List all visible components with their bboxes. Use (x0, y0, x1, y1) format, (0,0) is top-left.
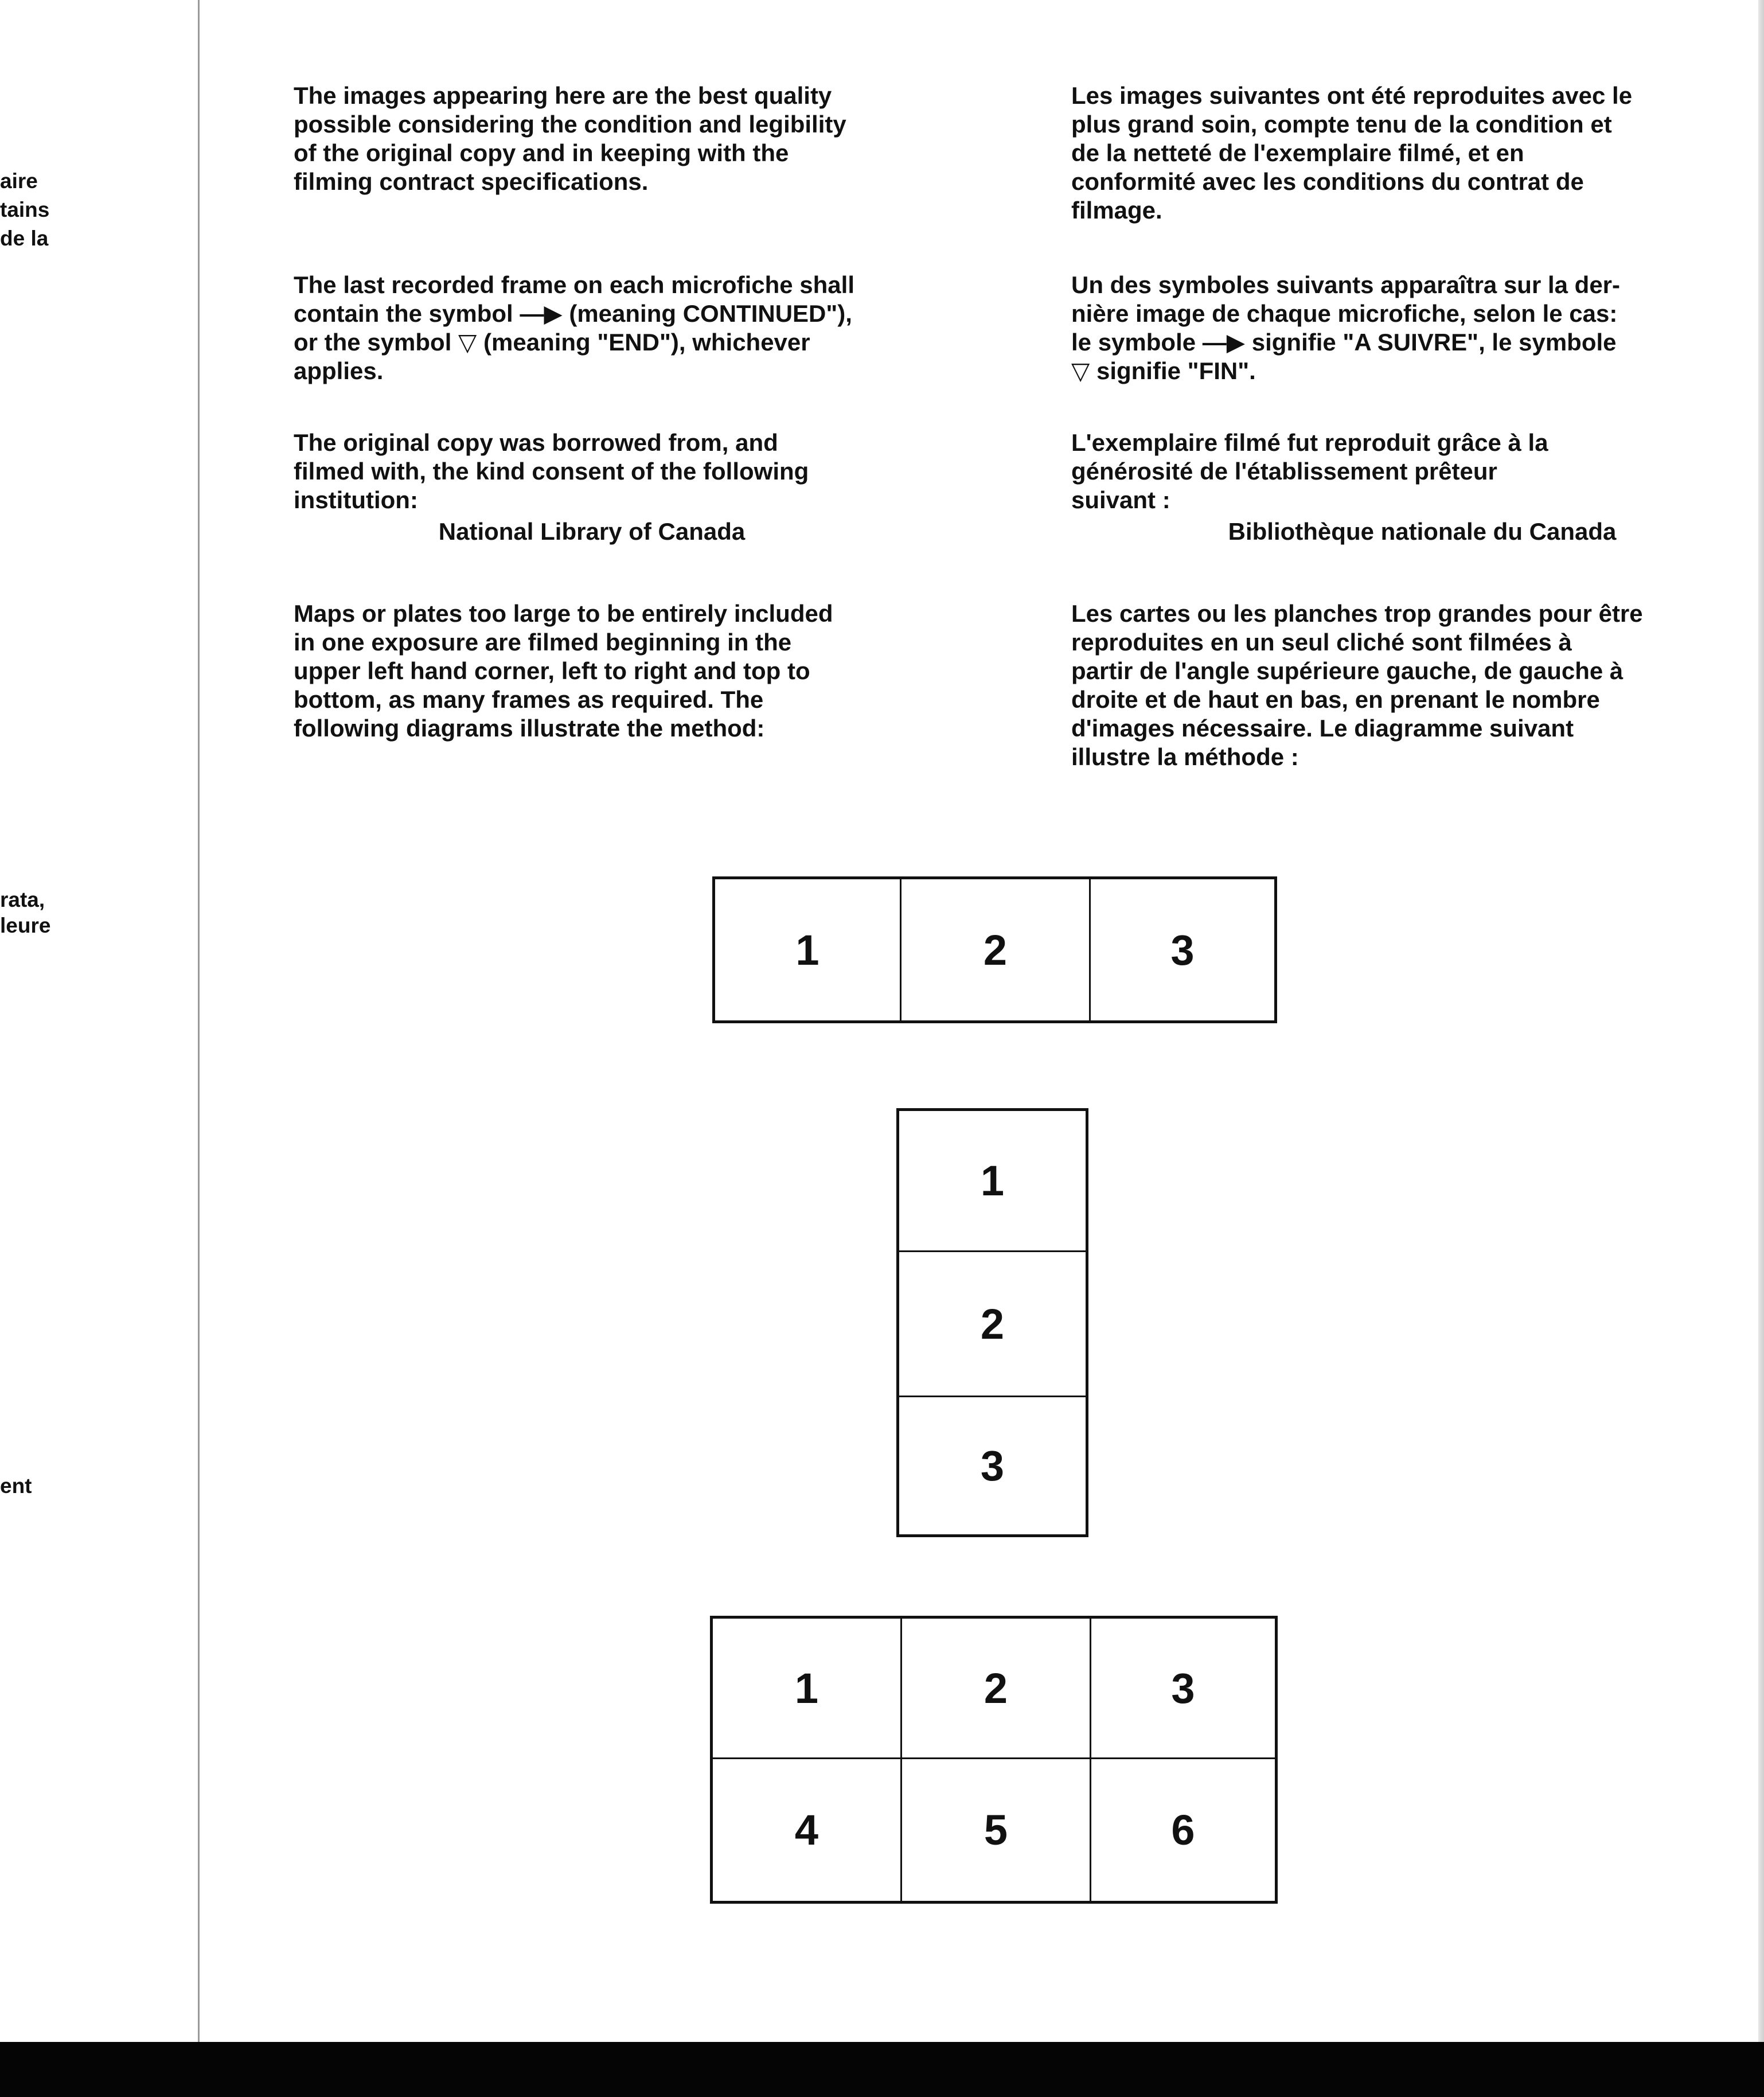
right-page-edge (1758, 0, 1764, 2042)
frame-cell: 3 (1170, 926, 1195, 974)
frame-cell: 6 (1171, 1806, 1195, 1854)
french-maps-paragraph: Les cartes ou les planches trop grandes pour être reproduites en un seul cliché sont filmées à partir de l'angle supérieure gauche, de gauche à droite et de haut en bas, en prenant le nombre d'images nécessaire. Le diagramme suivant illustre la méthode : (1071, 600, 1643, 770)
english-maps-paragraph: Maps or plates too large to be entirely included in one exposure are filmed beginning in the upper left hand corner, left to right and top to bottom, as many frames as required. The following diagrams illustrate the method: (294, 600, 833, 742)
french-symbol-paragraph: Un des symboles suivants apparaîtra sur la der- nière image de chaque microfiche, selon le cas: le symbole —▶ signifie "A SUIVRE", le symbole ▽ signifie "FIN". (1071, 271, 1621, 384)
french-source-paragraph: L'exemplaire filmé fut reproduit grâce à la générosité de l'établissement prêteur suivant : (1071, 429, 1548, 513)
english-source-paragraph: The original copy was borrowed from, and filmed with, the kind consent of the following institution: (294, 429, 809, 513)
horizontal-frame-diagram (712, 876, 1277, 1023)
english-quality-paragraph: The images appearing here are the best quality possible considering the condition and legibility of the original copy and in keeping with the filming contract specifications. (294, 82, 846, 195)
frame-cell: 2 (980, 1300, 1005, 1348)
vertical-frame-diagram (896, 1108, 1088, 1537)
french-institution: Bibliothèque nationale du Canada (1228, 518, 1617, 545)
left-fragment-5: leure (0, 914, 51, 937)
grid-frame-diagram (710, 1616, 1278, 1904)
bottom-film-band (0, 2042, 1764, 2097)
frame-cell: 5 (984, 1806, 1008, 1854)
frame-cell: 3 (1171, 1664, 1195, 1712)
page-edge-line (198, 0, 200, 2042)
frame-cell: 2 (983, 926, 1008, 974)
frame-cell: 4 (794, 1806, 819, 1854)
english-institution: National Library of Canada (438, 518, 746, 545)
left-fragment-3: de la (0, 227, 49, 250)
left-fragment-2: tains (0, 198, 50, 221)
french-quality-paragraph: Les images suivantes ont été reproduites avec le plus grand soin, compte tenu de la condition et de la netteté de l'exemplaire filmé, et en conformité avec les conditions du contrat de filmage. (1071, 82, 1633, 224)
frame-cell: 1 (980, 1157, 1005, 1205)
frame-cell: 1 (794, 1664, 819, 1712)
english-symbol-paragraph: The last recorded frame on each microfiche shall contain the symbol —▶ (meaning CONTINUED"), or the symbol ▽ (meaning "END"), whichever applies. (294, 271, 854, 384)
left-fragment-4: rata, (0, 888, 45, 911)
frame-cell: 1 (795, 926, 819, 974)
frame-cell: 2 (984, 1664, 1008, 1712)
frame-cell: 3 (980, 1442, 1005, 1490)
left-fragment-6: ent (0, 1474, 32, 1498)
left-fragment-1: aire (0, 169, 38, 193)
